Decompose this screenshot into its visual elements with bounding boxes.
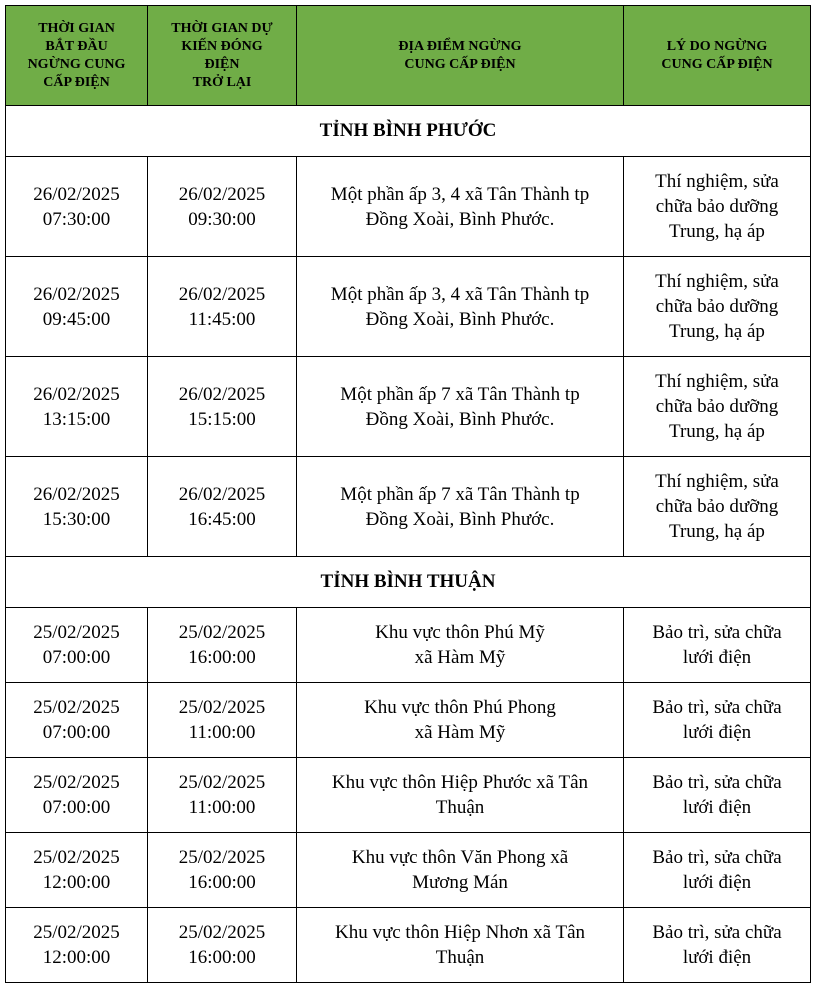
text-line: 25/02/2025 — [33, 922, 120, 943]
text-line: Khu vực thôn Hiệp Phước xã Tân — [331, 772, 589, 793]
text-line: Khu vực thôn Phú Phong — [364, 697, 556, 718]
text-line: Một phần ấp 7 xã Tân Thành tp — [340, 483, 580, 505]
text-line: chữa bảo dưỡng — [655, 296, 779, 317]
restore-time-cell — [148, 683, 297, 758]
table-row — [6, 833, 811, 908]
text-line: Mương Mán — [412, 872, 508, 893]
text-line: 26/02/2025 — [178, 283, 266, 305]
start-time-cell — [6, 357, 148, 457]
text-line: 11:45:00 — [188, 308, 256, 330]
text-line: NGỪNG CUNG — [27, 56, 126, 72]
text-line: BẮT ĐẦU — [45, 38, 108, 54]
text-line: 25/02/2025 — [33, 622, 120, 643]
start-time-cell — [6, 608, 148, 683]
text-line: Một phần ấp 3, 4 xã Tân Thành tp — [330, 283, 590, 305]
text-line: 09:45:00 — [42, 308, 111, 330]
text-line: 16:00:00 — [188, 872, 256, 893]
table-row — [6, 257, 811, 357]
text-line: Trung, hạ áp — [669, 221, 765, 242]
text-line: Một phần ấp 3, 4 xã Tân Thành tp — [330, 183, 590, 205]
text-line: 26/02/2025 — [178, 383, 266, 405]
text-line: Một phần ấp 7 xã Tân Thành tp — [340, 383, 580, 405]
text-line: 07:00:00 — [42, 722, 111, 743]
text-line: Thí nghiệm, sửa — [655, 271, 779, 292]
table-row — [6, 908, 811, 983]
text-line: 15:15:00 — [188, 408, 256, 430]
text-line: LÝ DO NGỪNG — [666, 38, 768, 54]
text-line: THỜI GIAN DỰ — [171, 20, 273, 36]
text-line: 26/02/2025 — [178, 483, 266, 505]
text-line: KIẾN ĐÓNG — [181, 38, 263, 54]
text-line: Thí nghiệm, sửa — [655, 171, 779, 192]
text-line: 25/02/2025 — [33, 772, 120, 793]
text-line: CẤP ĐIỆN — [43, 74, 110, 90]
reason-cell — [624, 683, 811, 758]
table-row — [6, 758, 811, 833]
table-header — [6, 6, 811, 106]
text-line: Bảo trì, sửa chữa — [652, 772, 782, 793]
text-line: Thuận — [435, 947, 485, 968]
reason-cell — [624, 908, 811, 983]
reason-cell — [624, 157, 811, 257]
text-line: 12:00:00 — [42, 872, 111, 893]
text-line: 26/02/2025 — [33, 183, 120, 205]
text-line: 26/02/2025 — [33, 283, 120, 305]
text-line: 12:00:00 — [42, 947, 111, 968]
location-cell — [297, 357, 624, 457]
text-line: 16:45:00 — [188, 508, 256, 530]
table-row — [6, 157, 811, 257]
text-line: 25/02/2025 — [178, 622, 266, 643]
text-line: 26/02/2025 — [33, 483, 120, 505]
text-line: Khu vực thôn Văn Phong xã — [351, 847, 569, 868]
reason-cell — [624, 457, 811, 557]
table-row — [6, 457, 811, 557]
text-line: CUNG CẤP ĐIỆN — [404, 56, 516, 72]
text-line: xã Hàm Mỹ — [414, 647, 506, 668]
text-line: 25/02/2025 — [178, 847, 266, 868]
text-line: 25/02/2025 — [178, 772, 266, 793]
text-line: lưới điện — [682, 797, 752, 818]
table-row — [6, 683, 811, 758]
header-start-time — [6, 6, 148, 106]
province-name: TỈNH BÌNH PHƯỚC — [6, 106, 811, 157]
restore-time-cell — [148, 758, 297, 833]
text-line: 25/02/2025 — [178, 697, 266, 718]
text-line: Trung, hạ áp — [669, 521, 765, 542]
text-line: 11:00:00 — [188, 722, 256, 743]
text-line: 25/02/2025 — [33, 847, 120, 868]
text-line: Bảo trì, sửa chữa — [652, 622, 782, 643]
text-line: lưới điện — [682, 722, 752, 743]
start-time-cell — [6, 157, 148, 257]
reason-cell — [624, 257, 811, 357]
text-line: 25/02/2025 — [178, 922, 266, 943]
text-line: Thí nghiệm, sửa — [655, 371, 779, 392]
start-time-cell — [6, 457, 148, 557]
start-time-cell — [6, 758, 148, 833]
text-line: ĐỊA ĐIỂM NGỪNG — [398, 38, 522, 54]
text-line: 07:00:00 — [42, 647, 111, 668]
text-line: 25/02/2025 — [33, 697, 120, 718]
location-cell — [297, 608, 624, 683]
text-line: 07:00:00 — [42, 797, 111, 818]
text-line: 11:00:00 — [188, 797, 256, 818]
text-line: CUNG CẤP ĐIỆN — [661, 56, 773, 72]
location-cell — [297, 257, 624, 357]
text-line: Trung, hạ áp — [669, 321, 765, 342]
location-cell — [297, 683, 624, 758]
location-cell — [297, 457, 624, 557]
text-line: Đồng Xoài, Bình Phước. — [365, 208, 555, 230]
text-line: Bảo trì, sửa chữa — [652, 922, 782, 943]
province-row — [6, 557, 811, 608]
location-cell — [297, 833, 624, 908]
restore-time-cell — [148, 157, 297, 257]
reason-cell — [624, 758, 811, 833]
reason-cell — [624, 357, 811, 457]
location-cell — [297, 157, 624, 257]
province-row — [6, 106, 811, 157]
text-line: 26/02/2025 — [178, 183, 266, 205]
reason-cell — [624, 833, 811, 908]
table-body — [6, 106, 811, 983]
header-row — [6, 6, 811, 106]
text-line: Thí nghiệm, sửa — [655, 471, 779, 492]
text-line: Đồng Xoài, Bình Phước. — [365, 508, 555, 530]
header-outage-reason — [624, 6, 811, 106]
text-line: Thuận — [435, 797, 485, 818]
start-time-cell — [6, 833, 148, 908]
text-line: 16:00:00 — [188, 647, 256, 668]
location-cell — [297, 908, 624, 983]
reason-cell — [624, 608, 811, 683]
text-line: lưới điện — [682, 872, 752, 893]
restore-time-cell — [148, 457, 297, 557]
text-line: 13:15:00 — [42, 408, 111, 430]
text-line: lưới điện — [682, 947, 752, 968]
restore-time-cell — [148, 608, 297, 683]
power-outage-schedule-table — [5, 5, 811, 983]
restore-time-cell — [148, 357, 297, 457]
text-line: THỜI GIAN — [38, 20, 115, 36]
location-cell — [297, 758, 624, 833]
start-time-cell — [6, 908, 148, 983]
text-line: xã Hàm Mỹ — [414, 722, 506, 743]
text-line: Khu vực thôn Hiệp Nhơn xã Tân — [334, 922, 586, 943]
text-line: Khu vực thôn Phú Mỹ — [375, 622, 545, 643]
text-line: Đồng Xoài, Bình Phước. — [365, 408, 555, 430]
text-line: ĐIỆN — [204, 56, 240, 72]
text-line: chữa bảo dưỡng — [655, 196, 779, 217]
restore-time-cell — [148, 908, 297, 983]
text-line: lưới điện — [682, 647, 752, 668]
text-line: Đồng Xoài, Bình Phước. — [365, 308, 555, 330]
text-line: Bảo trì, sửa chữa — [652, 697, 782, 718]
restore-time-cell — [148, 257, 297, 357]
text-line: chữa bảo dưỡng — [655, 496, 779, 517]
header-outage-location — [297, 6, 624, 106]
text-line: 16:00:00 — [188, 947, 256, 968]
province-name: TỈNH BÌNH THUẬN — [6, 557, 811, 608]
text-line: 26/02/2025 — [33, 383, 120, 405]
table-row — [6, 608, 811, 683]
header-expected-restore-time — [148, 6, 297, 106]
text-line: Bảo trì, sửa chữa — [652, 847, 782, 868]
text-line: chữa bảo dưỡng — [655, 396, 779, 417]
text-line: Trung, hạ áp — [669, 421, 765, 442]
start-time-cell — [6, 257, 148, 357]
text-line: 15:30:00 — [42, 508, 111, 530]
restore-time-cell — [148, 833, 297, 908]
table-row — [6, 357, 811, 457]
text-line: 07:30:00 — [42, 208, 111, 230]
text-line: 09:30:00 — [188, 208, 256, 230]
text-line: TRỞ LẠI — [192, 74, 252, 90]
start-time-cell — [6, 683, 148, 758]
